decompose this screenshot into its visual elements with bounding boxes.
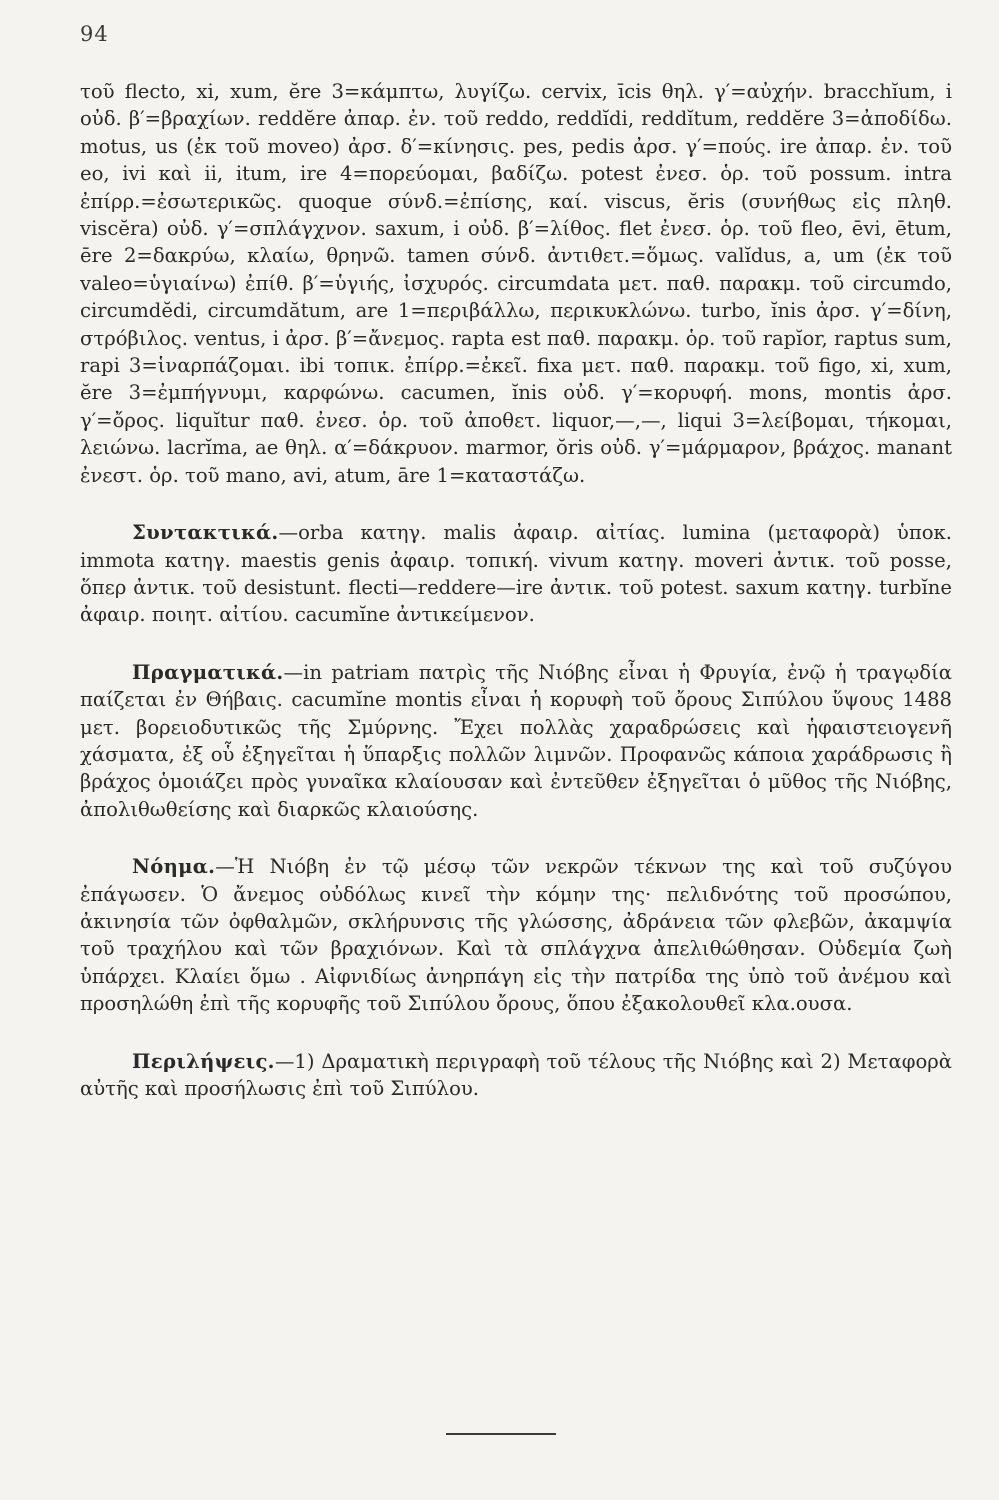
section-heading: Νόημα.	[132, 855, 216, 879]
end-rule	[446, 1433, 556, 1435]
section-noima	[80, 853, 952, 1017]
vocabulary-gloss: τοῦ flecto, xi, xum, ĕre 3=κάμπτω, λυγίζω. cervix, īcis θηλ. γ′=αὐχήν. bracchĭum, i οὐδ. β′=βραχίων. reddĕre ἀπαρ. ἐν. τοῦ reddo, reddĭdi, reddĭtum, reddĕre 3=ἀποδίδω. motus, us (ἐκ τοῦ moveo) ἀρσ. δ′=κίνησις. pes, pedis ἀρσ. γ′=πούς. ire ἀπαρ. ἐν. τοῦ eo, ivi καὶ ii, itum, ire 4=πορεύομαι, βαδίζω. potest ἐνεσ. ὁρ. τοῦ possum. intra ἐπίρρ.=ἐσωτερικῶς. quoque σύνδ.=ἐπίσης, καί. viscus, ĕris (συνήθως εἰς πληθ. viscĕra) οὐδ. γ′=σπλάγχνον. saxum, i οὐδ. β′=λίθος. flet ἐνεσ. ὁρ. τοῦ fleo, ēvi, ētum, ēre 2=δακρύω, κλαίω, θρηνῶ. tamen σύνδ. ἀντιθετ.=ὅμως. valĭdus, a, um (ἐκ τοῦ valeo=ὑγιαίνω) ἐπίθ. β′=ὑγιής, ἰσχυρός. circumdata μετ. παθ. παρακμ. τοῦ circumdo, circumdĕdi, circumdătum, are 1=περιβάλλω, περικυκλώνω. turbo, ĭnis ἀρσ. γ′=δίνη, στρόβιλος. ventus, i ἀρσ. β′=ἄνεμος. rapta est παθ. παρακμ. ὁρ. τοῦ rapĭor, raptus sum, rapi 3=ἱναρπάζομαι. ibi τοπικ. ἐπίρρ.=ἐκεῖ. fixa μετ. παθ. παρακμ. τοῦ figo, xi, xum, ĕre 3=ἐμπήγνυμι, καρφώνω. cacumen, ĭnis οὐδ. γ′=κορυφή. mons, montis ἀρσ. γ′=ὄρος. liquĭtur παθ. ἐνεσ. ὁρ. τοῦ ἀποθετ. liquor,—,—, liqui 3=λείβομαι, τήκομαι, λειώνω. lacrĭma, ae θηλ. α′=δάκρυον. marmor, ŏris οὐδ. γ′=μάρμαρον, βράχος. manant ἐνεστ. ὁρ. τοῦ mano, avi, atum, āre 1=καταστάζω.	[80, 80, 952, 487]
section-body: —1) Δραματικὴ περιγραφὴ τοῦ τέλους τῆς Νιόβης καὶ 2) Μεταφορὰ αὐτῆς καὶ προσήλωσις ἐπὶ τοῦ Σιπύλου.	[80, 1049, 952, 1100]
section-body: —Ἡ Νιόβη ἐν τῷ μέσῳ τῶν νεκρῶν τέκνων της καὶ τοῦ συζύγου ἐπάγωσεν. Ὁ ἄνεμος οὐδόλως κινεῖ τὴν κόμην της· πελιδνότης τοῦ προσώπου, ἀκινησία τῶν ὀφθαλμῶν, σκλήρυνσις τῆς γλώσσης, ἀδράνεια τῶν φλεβῶν, ἀκαμψία τοῦ τραχήλου καὶ τῶν βραχιόνων. Καὶ τὰ σπλάγχνα ἀπελιθώθησαν. Οὐδεμία ζωὴ ὑπάρχει. Κλαίει ὅμω . Αἰφνιδίως ἀνηρπάγη εἰς τὴν πατρίδα της ὑπὸ τοῦ ἀνέμου καὶ προσηλώθη ἐπὶ τῆς κορυφῆς τοῦ Σιπύλου ὄρους, ὅπου ἐξακολουθεῖ κλα.ουσα.	[80, 855, 952, 1016]
section-heading: Συντακτικά.	[132, 521, 279, 545]
page-content	[80, 78, 952, 1132]
section-syntaktika	[80, 519, 952, 629]
section-heading: Περιλήψεις.	[132, 1049, 275, 1073]
section-body: —orba κατηγ. malis ἀφαιρ. αἰτίας. lumina (μεταφορὰ) ὑποκ. immota κατηγ. maestis genis ἀφαιρ. τοπική. vivum κατηγ. moveri ἀντικ. τοῦ posse, ὅπερ ἀντικ. τοῦ desistunt. flecti—reddere—ire ἀντικ. τοῦ potest. saxum κατηγ. turbĭne ἀφαιρ. ποιητ. αἰτίου. cacumĭne ἀντικείμενον.	[80, 521, 952, 627]
section-heading: Πραγματικά.	[132, 660, 284, 684]
section-perilipseis	[80, 1048, 952, 1103]
section-body: —in patriam πατρὶς τῆς Νιόβης εἶναι ἡ Φρυγία, ἐνῷ ἡ τραγῳδία παίζεται ἐν Θήβαις. cacumĭne montis εἶναι ἡ κορυφὴ τοῦ ὄρους Σιπύλου ὕψους 1488 μετ. βορειοδυτικῶς τῆς Σμύρνης. Ἔχει πολλὰς χαραδρώσεις καὶ ἡφαιστειογενῆ χάσματα, ἐξ οὗ ἐξηγεῖται ἡ ὕπαρξις πολλῶν λιμνῶν. Προφανῶς κάποια χαράδρωσις ἢ βράχος ὁμοιάζει πρὸς γυναῖκα κλαίουσαν καὶ ἐντεῦθεν ἐξηγεῖται ὁ μῦθος τῆς Νιόβης, ἀπολιθωθείσης καὶ διαρκῶς κλαιούσης.	[80, 660, 952, 821]
page-number: 94	[80, 22, 109, 46]
section-pragmatika	[80, 659, 952, 823]
